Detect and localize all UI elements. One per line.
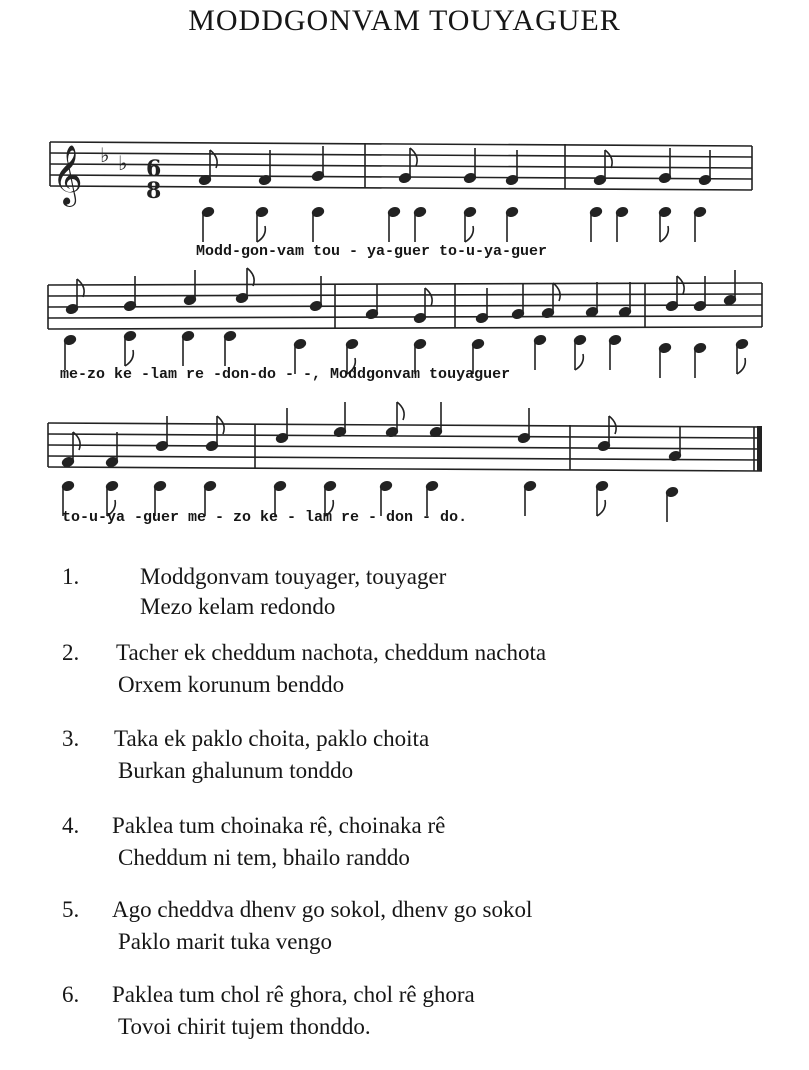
note-flag	[77, 279, 84, 297]
note-flag	[660, 226, 668, 242]
note-flag	[737, 358, 745, 374]
note-flag	[425, 288, 432, 306]
verse-line: Orxem korunum benddo	[118, 672, 345, 697]
verse-number: 2.	[62, 640, 80, 665]
song-title: MODDGONVAM TOUYAGUER	[188, 4, 621, 37]
verse-number: 1.	[62, 564, 80, 589]
final-barline	[757, 426, 762, 471]
note-flag	[257, 226, 265, 242]
note-flag	[410, 148, 417, 166]
time-signature-bottom: 8	[146, 178, 162, 204]
verse-number: 3.	[62, 726, 80, 751]
note-flag	[247, 268, 254, 286]
staff-system-2	[48, 283, 762, 329]
lyric-line-2: me-zo ke -lam re -don-do - -, Moddgonvam touyaguer	[60, 366, 511, 383]
verse-line: Paklea tum chol rê ghora, chol rê ghora	[112, 982, 475, 1007]
note-flag	[677, 276, 684, 294]
note-flag	[575, 354, 583, 370]
note-flag	[397, 402, 404, 420]
treble-clef-icon	[52, 145, 83, 207]
note-flag	[553, 283, 560, 301]
verse-number: 6.	[62, 982, 80, 1007]
lyric-line-3: to-u-ya -guer me - zo ke - lam re - don - do.	[62, 509, 468, 526]
time-signature-top: 6	[146, 156, 162, 182]
verse-line: Moddgonvam touyager, touyager	[140, 564, 447, 589]
note-flag	[465, 226, 473, 242]
verse-number: 5.	[62, 897, 80, 922]
verse-line: Cheddum ni tem, bhailo randdo	[118, 845, 410, 870]
note-flag	[217, 416, 224, 434]
lyric-line-1: Modd-gon-vam tou - ya-guer to-u-ya-guer	[196, 243, 548, 260]
note-flag	[609, 416, 616, 434]
verse-number: 4.	[62, 813, 80, 838]
verse-line: Ago cheddva dhenv go sokol, dhenv go sokol	[112, 897, 533, 922]
svg-text:𝄞: 𝄞	[52, 145, 83, 205]
verse-line: Tacher ek cheddum nachota, cheddum nachota	[116, 640, 547, 665]
verse-line: Taka ek paklo choita, paklo choita	[114, 726, 430, 751]
verse-line: Tovoi chirit tujem thonddo.	[118, 1014, 371, 1039]
notes	[61, 146, 748, 522]
note-flag	[605, 150, 612, 168]
note-flag	[597, 500, 605, 516]
note-flag	[125, 350, 133, 366]
verse-line: Mezo kelam redondo	[140, 594, 336, 619]
verse-line: Burkan ghalunum tonddo	[118, 758, 354, 783]
flat-icon: ♭	[118, 151, 128, 175]
verse-line: Paklo marit tuka vengo	[118, 929, 332, 954]
flat-icon: ♭	[100, 143, 110, 167]
staff-system-3	[48, 423, 762, 471]
verse-line: Paklea tum choinaka rê, choinaka rê	[112, 813, 446, 838]
